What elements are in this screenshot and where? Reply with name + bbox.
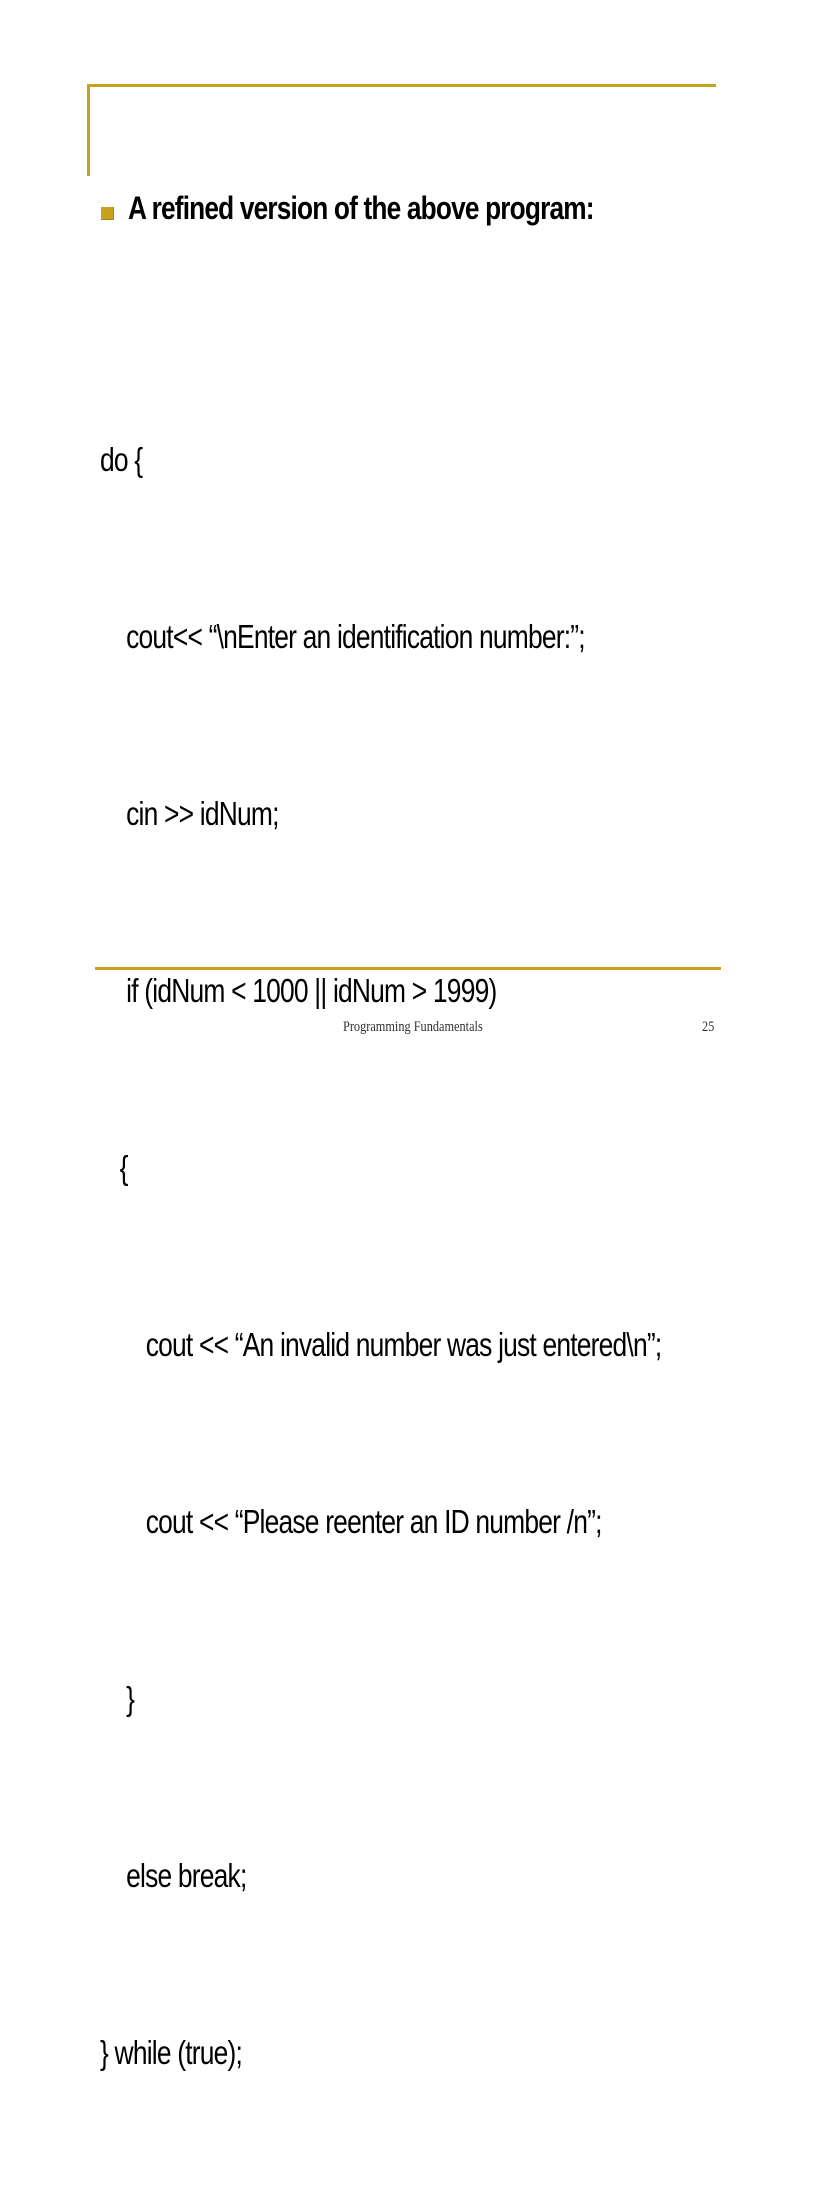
code-line: if (idNum < 1000 || idNum > 1999) [100,972,497,1009]
code-line: do { [100,441,143,478]
page-number: 25 [702,1019,715,1035]
code-block [100,312,661,2200]
slide-heading: A refined version of the above program: [128,190,594,226]
code-line: else break; [100,1857,247,1894]
code-line: cout << “An invalid number was just entered\n”; [100,1326,662,1363]
code-line: { [100,1149,128,1186]
square-bullet-icon [101,207,114,220]
bottom-divider [95,967,721,970]
top-divider [87,84,716,87]
code-line: } [100,1680,135,1717]
code-line: cout<< “\nEnter an identification number:”; [100,618,585,655]
code-line: } while (true); [100,2034,243,2071]
footer-title: Programming Fundamentals [343,1019,483,1035]
code-line: cout << “Please reenter an ID number /n”; [100,1503,602,1540]
code-line: cin >> idNum; [100,795,279,832]
left-accent-bar [87,84,90,176]
